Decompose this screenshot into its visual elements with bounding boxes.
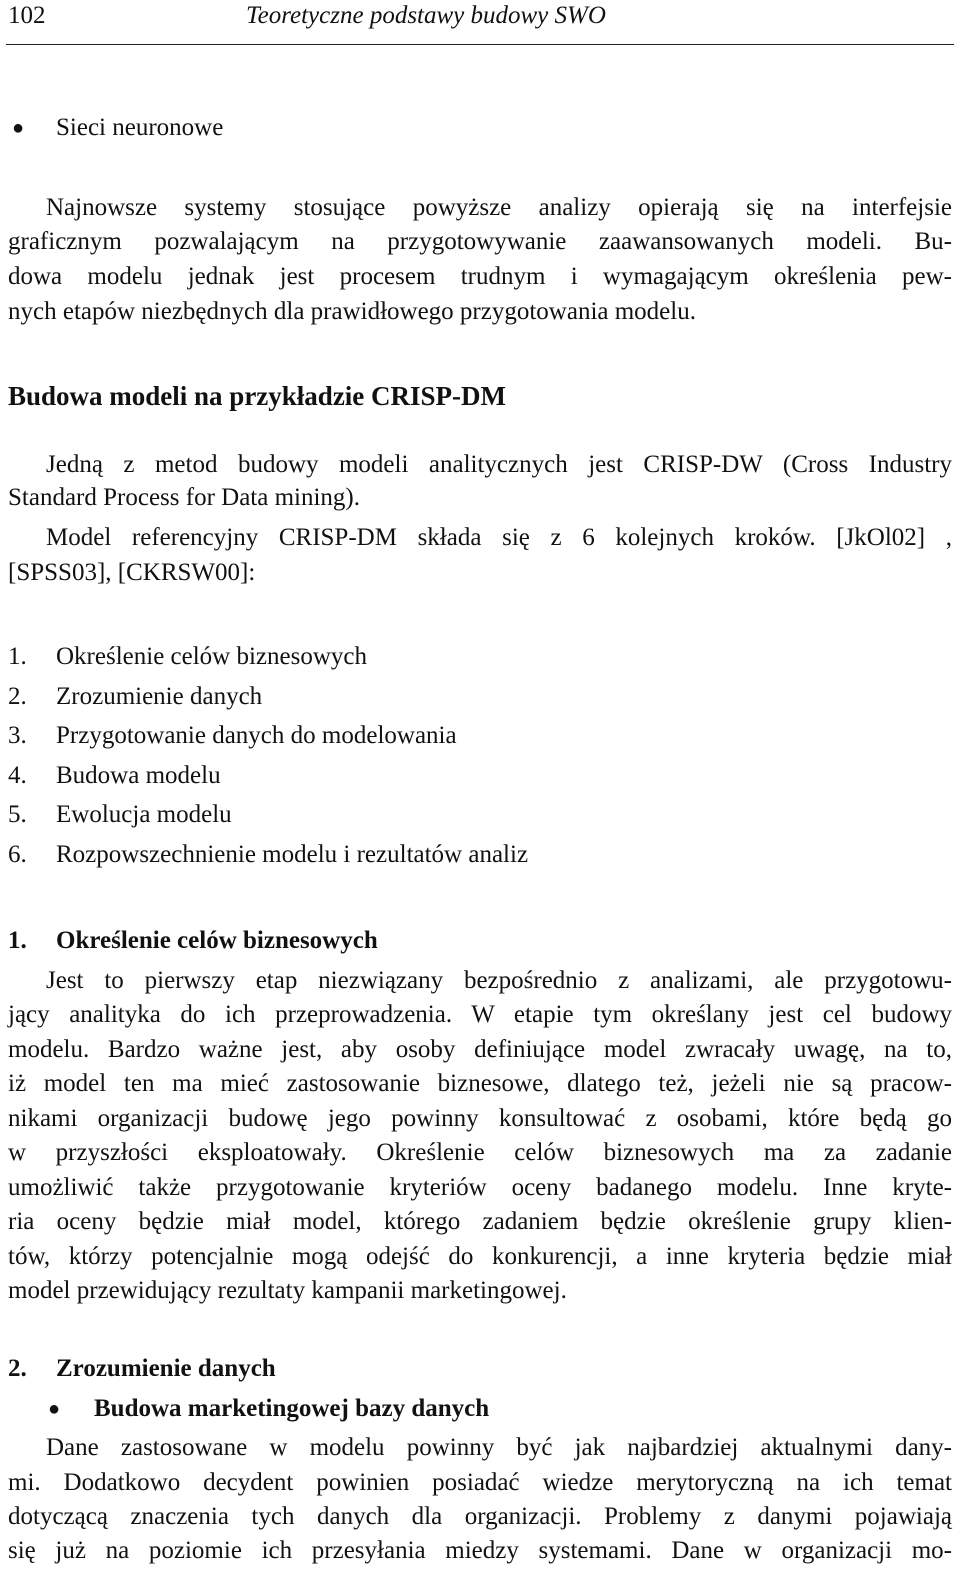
paragraph-line: się już na poziomie ich przesyłania miedzy systemami. Dane w organizacji mo-: [8, 1537, 952, 1564]
list-item: Rozpowszechnienie modelu i rezultatów analiz: [56, 841, 529, 868]
paragraph-line: Jedną z metod budowy modeli analitycznych jest CRISP-DW (Cross Industry: [46, 451, 952, 478]
bullet-icon: ●: [12, 117, 25, 139]
list-item: Zrozumienie danych: [56, 683, 263, 710]
list-item: Określenie celów biznesowych: [56, 643, 367, 670]
paragraph-line: mi. Dodatkowo decydent powinien posiadać wiedze merytoryczną na ich temat: [8, 1469, 952, 1496]
header-rule: [6, 44, 954, 45]
step2-subheading: Budowa marketingowej bazy danych: [94, 1395, 490, 1422]
step2-number: 2.: [8, 1355, 27, 1382]
paragraph-line: w przyszłości eksploatowały. Określenie celów biznesowych ma za zadanie: [8, 1139, 952, 1166]
list-number: 4.: [8, 762, 27, 789]
paragraph-line: dowa modelu jednak jest procesem trudnym i wymagającym określenia pew-: [8, 263, 952, 290]
list-number: 3.: [8, 722, 27, 749]
running-header: [0, 0, 960, 46]
paragraph-line: iż model ten ma mieć zastosowanie biznesowe, dlatego też, jeżeli nie są pracow-: [8, 1070, 952, 1097]
bullet-item: Sieci neuronowe: [56, 114, 224, 141]
paragraph-line: nikami organizacji budowę jego powinny konsultować z osobami, które będą go: [8, 1105, 952, 1132]
paragraph-line: jący analityka do ich przeprowadzenia. W etapie tym określany jest cel budowy: [8, 1001, 952, 1028]
list-number: 5.: [8, 801, 27, 828]
paragraph-line: dotyczącą znaczenia tych danych dla organizacji. Problemy z danymi pojawiają: [8, 1503, 952, 1530]
paragraph-line: Najnowsze systemy stosujące powyższe analizy opierają się na interfejsie: [46, 194, 952, 221]
step1-number: 1.: [8, 927, 27, 954]
paragraph-line: modelu. Bardzo ważne jest, aby osoby definiujące model zwracały uwagę, na to,: [8, 1036, 952, 1063]
paragraph-line: Standard Process for Data mining).: [8, 484, 361, 511]
list-number: 1.: [8, 643, 27, 670]
paragraph-line: [SPSS03], [CKRSW00]:: [8, 559, 256, 586]
list-number: 2.: [8, 683, 27, 710]
paragraph-line: graficznym pozwalającym na przygotowywanie zaawansowanych modeli. Bu-: [8, 228, 952, 255]
paragraph-line: ria oceny będzie miał model, którego zadaniem będzie określenie grupy klien-: [8, 1208, 952, 1235]
paragraph-line: nych etapów niezbędnych dla prawidłowego przygotowania modelu.: [8, 298, 696, 325]
paragraph-line: Jest to pierwszy etap niezwiązany bezpośrednio z analizami, ale przygotowu-: [46, 967, 952, 994]
paragraph-line: model przewidujący rezultaty kampanii marketingowej.: [8, 1277, 567, 1304]
step2-heading: Zrozumienie danych: [56, 1355, 276, 1382]
bullet-icon: ●: [48, 1398, 61, 1420]
list-item: Budowa modelu: [56, 762, 221, 789]
running-title: Teoretyczne podstawy budowy SWO: [246, 2, 606, 29]
paragraph-line: umożliwić także przygotowanie kryteriów oceny badanego modelu. Inne kryte-: [8, 1174, 952, 1201]
paragraph-line: Model referencyjny CRISP-DM składa się z 6 kolejnych kroków. [JkOl02] ,: [46, 524, 952, 551]
paragraph-line: tów, którzy potencjalnie mogą odejść do konkurencji, a inne kryteria będzie miał: [8, 1243, 952, 1270]
list-number: 6.: [8, 841, 27, 868]
list-item: Ewolucja modelu: [56, 801, 232, 828]
section-heading: Budowa modeli na przykładzie CRISP-DM: [8, 381, 507, 411]
paragraph-line: Dane zastosowane w modelu powinny być jak najbardziej aktualnymi dany-: [46, 1434, 952, 1461]
step1-heading: Określenie celów biznesowych: [56, 927, 378, 954]
page-number: 102: [8, 2, 46, 29]
list-item: Przygotowanie danych do modelowania: [56, 722, 457, 749]
